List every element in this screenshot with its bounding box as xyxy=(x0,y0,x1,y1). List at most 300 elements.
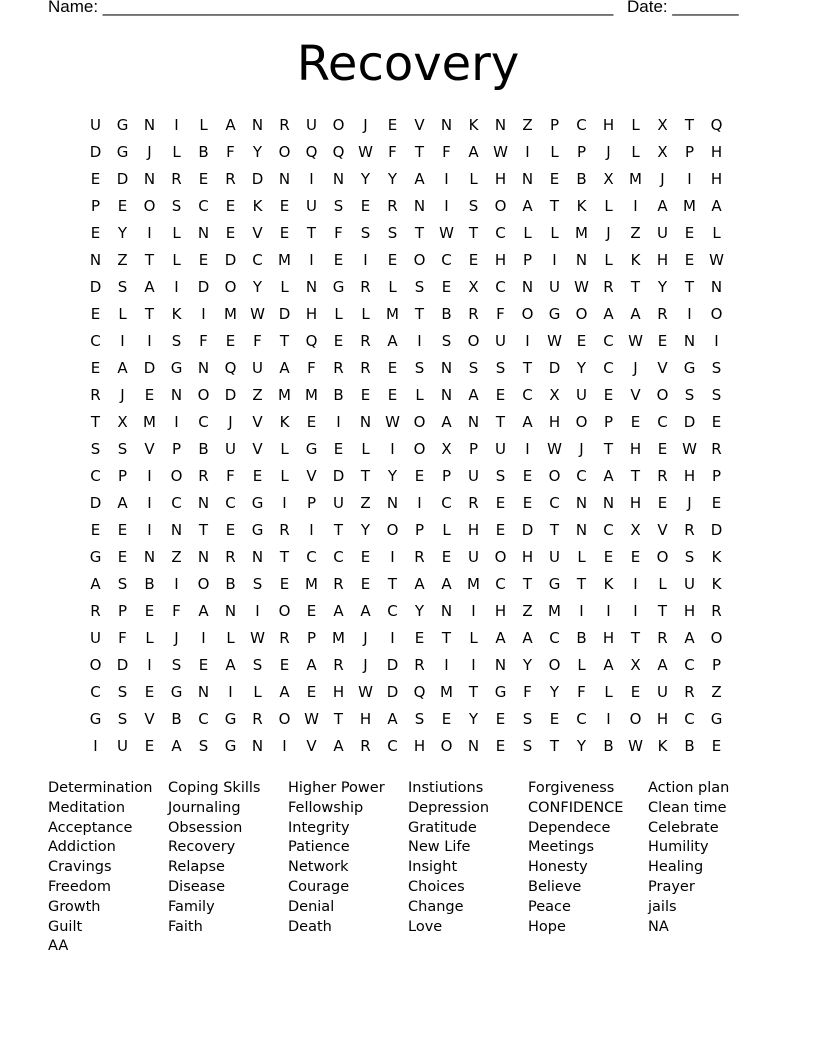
grid-letter: N xyxy=(197,494,210,512)
grid-letter: E xyxy=(360,197,371,215)
grid-letter: L xyxy=(577,548,586,566)
grid-letter: K xyxy=(657,737,668,755)
grid-letter: R xyxy=(711,602,722,620)
grid-letter: O xyxy=(629,710,642,728)
grid-letter: E xyxy=(576,332,587,350)
grid-letter: L xyxy=(172,224,181,242)
grid-letter: M xyxy=(278,251,291,269)
grid-letter: J xyxy=(660,170,665,188)
grid-letter: C xyxy=(441,494,452,512)
grid-letter: G xyxy=(116,143,129,161)
grid-letter: I xyxy=(579,602,584,620)
grid-letter: C xyxy=(495,224,506,242)
grid-letter: C xyxy=(90,683,101,701)
word-list-item: Recovery xyxy=(168,839,236,856)
grid-row xyxy=(82,382,730,409)
grid-letter: L xyxy=(253,683,262,701)
grid-letter: R xyxy=(225,548,236,566)
grid-letter: N xyxy=(278,170,291,188)
grid-letter: T xyxy=(279,332,290,350)
grid-letter: E xyxy=(549,170,560,188)
grid-letter: A xyxy=(225,116,236,134)
grid-letter: L xyxy=(280,467,289,485)
grid-letter: I xyxy=(525,440,530,458)
grid-letter: O xyxy=(413,251,426,269)
grid-letter: H xyxy=(332,683,345,701)
grid-letter: P xyxy=(414,521,425,539)
grid-letter: E xyxy=(198,170,209,188)
grid-letter: R xyxy=(360,332,371,350)
grid-letter: C xyxy=(198,413,209,431)
grid-letter: L xyxy=(550,224,559,242)
grid-letter: W xyxy=(358,143,373,161)
word-list-item: Obsession xyxy=(168,819,243,836)
grid-letter: T xyxy=(333,710,344,728)
grid-letter: Q xyxy=(413,683,426,701)
grid-letter: A xyxy=(522,413,533,431)
grid-letter: Y xyxy=(387,170,398,188)
grid-letter: E xyxy=(279,656,290,674)
grid-letter: A xyxy=(117,359,128,377)
grid-letter: G xyxy=(251,521,264,539)
grid-letter: V xyxy=(657,521,668,539)
grid-letter: U xyxy=(90,116,101,134)
grid-letter: R xyxy=(657,629,668,647)
grid-letter: T xyxy=(333,521,344,539)
grid-letter: Y xyxy=(576,359,587,377)
grid-letter: I xyxy=(147,494,152,512)
grid-letter: E xyxy=(360,386,371,404)
grid-letter: E xyxy=(144,386,155,404)
grid-letter: U xyxy=(468,467,479,485)
grid-letter: E xyxy=(657,332,668,350)
grid-letter: G xyxy=(116,116,129,134)
grid-letter: H xyxy=(305,305,318,323)
grid-letter: K xyxy=(603,575,614,593)
grid-letter: O xyxy=(548,656,561,674)
grid-letter: E xyxy=(630,683,641,701)
grid-letter: L xyxy=(550,143,559,161)
grid-letter: G xyxy=(305,440,318,458)
grid-letter: A xyxy=(144,278,155,296)
grid-letter: Q xyxy=(305,143,318,161)
grid-letter: I xyxy=(336,413,341,431)
grid-row xyxy=(82,274,730,301)
grid-letter: T xyxy=(630,629,641,647)
grid-letter: A xyxy=(414,575,425,593)
grid-letter: Q xyxy=(710,116,723,134)
grid-letter: O xyxy=(656,386,669,404)
grid-letter: E xyxy=(711,413,722,431)
grid-letter: C xyxy=(387,737,398,755)
grid-letter: I xyxy=(417,494,422,512)
grid-letter: S xyxy=(117,278,128,296)
grid-letter: C xyxy=(90,332,101,350)
grid-row xyxy=(82,436,730,463)
grid-letter: I xyxy=(363,251,368,269)
grid-letter: I xyxy=(471,602,476,620)
grid-letter: R xyxy=(387,197,398,215)
grid-letter: E xyxy=(225,521,236,539)
grid-letter: H xyxy=(710,143,723,161)
grid-letter: F xyxy=(253,332,262,350)
grid-letter: R xyxy=(333,575,344,593)
grid-letter: R xyxy=(171,170,182,188)
grid-letter: L xyxy=(469,170,478,188)
grid-letter: G xyxy=(224,737,237,755)
word-list-column xyxy=(528,779,648,957)
word-list-item: CONFIDENCE xyxy=(528,799,624,816)
grid-letter: D xyxy=(224,251,237,269)
grid-letter: A xyxy=(279,683,290,701)
grid-letter: A xyxy=(522,197,533,215)
grid-letter: J xyxy=(174,629,179,647)
grid-letter: I xyxy=(174,575,179,593)
grid-row xyxy=(82,463,730,490)
grid-letter: N xyxy=(575,494,588,512)
grid-letter: O xyxy=(386,521,399,539)
word-list-item: Death xyxy=(288,918,332,935)
grid-letter: E xyxy=(441,278,452,296)
grid-letter: S xyxy=(711,386,722,404)
grid-letter: E xyxy=(495,386,506,404)
grid-letter: E xyxy=(360,548,371,566)
grid-letter: G xyxy=(251,494,264,512)
grid-letter: B xyxy=(144,575,155,593)
grid-letter: C xyxy=(603,359,614,377)
grid-letter: E xyxy=(495,521,506,539)
word-list-item: Peace xyxy=(528,898,571,915)
grid-letter: N xyxy=(251,548,264,566)
grid-letter: W xyxy=(439,224,454,242)
grid-letter: X xyxy=(468,278,479,296)
grid-letter: U xyxy=(657,683,668,701)
grid-letter: A xyxy=(333,602,344,620)
grid-letter: C xyxy=(171,494,182,512)
grid-letter: N xyxy=(440,116,453,134)
grid-letter: G xyxy=(224,710,237,728)
grid-letter: H xyxy=(602,116,615,134)
word-list-item: Meetings xyxy=(528,839,595,856)
grid-letter: T xyxy=(684,278,695,296)
name-field-label[interactable]: Name: ______________________________________________________ xyxy=(48,0,614,16)
grid-letter: U xyxy=(549,548,560,566)
word-list-item: NA xyxy=(648,918,669,935)
word-list-item: Change xyxy=(408,898,464,915)
grid-letter: B xyxy=(225,575,236,593)
word-list-item: Cravings xyxy=(48,859,112,876)
grid-letter: A xyxy=(333,737,344,755)
grid-letter: P xyxy=(468,440,479,458)
grid-letter: M xyxy=(548,602,561,620)
grid-letter: S xyxy=(468,197,479,215)
grid-letter: K xyxy=(711,548,722,566)
grid-letter: O xyxy=(89,656,102,674)
grid-letter: A xyxy=(414,170,425,188)
grid-letter: E xyxy=(495,494,506,512)
grid-letter: C xyxy=(225,494,236,512)
grid-letter: D xyxy=(278,305,291,323)
grid-letter: T xyxy=(549,521,560,539)
grid-letter: C xyxy=(522,386,533,404)
grid-letter: O xyxy=(467,332,480,350)
grid-letter: R xyxy=(360,359,371,377)
grid-row xyxy=(82,490,730,517)
grid-letter: O xyxy=(224,278,237,296)
grid-letter: P xyxy=(522,251,533,269)
grid-letter: W xyxy=(250,629,265,647)
grid-row xyxy=(82,328,730,355)
grid-row xyxy=(82,139,730,166)
grid-letter: R xyxy=(468,494,479,512)
grid-letter: E xyxy=(225,332,236,350)
date-field-label[interactable]: Date: _______ xyxy=(627,0,739,16)
grid-letter: M xyxy=(278,386,291,404)
grid-letter: O xyxy=(170,467,183,485)
grid-letter: N xyxy=(251,116,264,134)
grid-letter: O xyxy=(710,629,723,647)
word-list-item: Celebrate xyxy=(648,819,719,836)
grid-letter: I xyxy=(147,332,152,350)
grid-letter: P xyxy=(684,143,695,161)
grid-letter: D xyxy=(116,170,129,188)
grid-letter: S xyxy=(387,224,398,242)
grid-letter: T xyxy=(522,359,533,377)
grid-letter: H xyxy=(359,710,372,728)
grid-letter: Y xyxy=(117,224,128,242)
grid-letter: Y xyxy=(549,683,560,701)
grid-letter: E xyxy=(198,251,209,269)
grid-letter: R xyxy=(198,467,209,485)
grid-letter: T xyxy=(441,629,452,647)
grid-letter: V xyxy=(144,440,155,458)
word-list-item: Integrity xyxy=(288,819,350,836)
grid-letter: H xyxy=(494,251,507,269)
grid-letter: A xyxy=(279,359,290,377)
grid-letter: I xyxy=(390,440,395,458)
grid-letter: M xyxy=(683,197,696,215)
grid-letter: A xyxy=(306,656,317,674)
grid-letter: T xyxy=(549,737,560,755)
grid-letter: S xyxy=(117,440,128,458)
grid-letter: S xyxy=(90,440,101,458)
grid-letter: E xyxy=(387,251,398,269)
grid-letter: S xyxy=(198,737,209,755)
grid-letter: Z xyxy=(360,494,371,512)
grid-letter: I xyxy=(606,710,611,728)
grid-letter: H xyxy=(656,710,669,728)
grid-letter: R xyxy=(333,656,344,674)
grid-letter: G xyxy=(89,710,102,728)
grid-letter: T xyxy=(630,278,641,296)
grid-letter: M xyxy=(224,305,237,323)
grid-letter: W xyxy=(709,251,724,269)
grid-letter: S xyxy=(252,575,263,593)
grid-letter: T xyxy=(684,116,695,134)
grid-letter: C xyxy=(441,251,452,269)
word-list-item: Believe xyxy=(528,878,582,895)
grid-letter: E xyxy=(117,548,128,566)
grid-letter: V xyxy=(657,359,668,377)
grid-letter: O xyxy=(494,548,507,566)
grid-letter: K xyxy=(468,116,479,134)
grid-letter: J xyxy=(687,494,692,512)
word-list-item: Relapse xyxy=(168,859,225,876)
word-list-item: Denial xyxy=(288,898,335,915)
grid-letter: F xyxy=(199,332,208,350)
grid-letter: H xyxy=(494,170,507,188)
grid-letter: E xyxy=(630,413,641,431)
grid-letter: T xyxy=(360,467,371,485)
grid-letter: B xyxy=(333,386,344,404)
grid-letter: J xyxy=(579,440,584,458)
grid-letter: G xyxy=(548,575,561,593)
word-list-item: Courage xyxy=(288,878,350,895)
grid-letter: A xyxy=(441,413,452,431)
grid-letter: L xyxy=(604,197,613,215)
grid-letter: H xyxy=(494,602,507,620)
grid-letter: I xyxy=(417,332,422,350)
grid-letter: U xyxy=(495,332,506,350)
grid-letter: I xyxy=(147,224,152,242)
grid-letter: L xyxy=(361,305,370,323)
grid-letter: E xyxy=(711,737,722,755)
grid-letter: M xyxy=(467,575,480,593)
grid-letter: E xyxy=(144,683,155,701)
grid-letter: I xyxy=(282,737,287,755)
grid-letter: I xyxy=(309,251,314,269)
grid-letter: N xyxy=(251,737,264,755)
grid-letter: I xyxy=(174,278,179,296)
grid-letter: S xyxy=(117,710,128,728)
word-list-column xyxy=(648,779,768,957)
grid-letter: J xyxy=(606,224,611,242)
grid-letter: T xyxy=(468,683,479,701)
grid-letter: T xyxy=(279,548,290,566)
grid-letter: R xyxy=(468,305,479,323)
grid-row xyxy=(82,112,730,139)
grid-row xyxy=(82,220,730,247)
word-list-item: Family xyxy=(168,898,215,915)
grid-letter: M xyxy=(305,386,318,404)
grid-letter: R xyxy=(414,548,425,566)
word-list-item: Coping Skills xyxy=(168,780,261,796)
grid-letter: N xyxy=(143,116,156,134)
grid-letter: O xyxy=(575,413,588,431)
grid-letter: B xyxy=(198,440,209,458)
word-list-item: Faith xyxy=(168,918,203,935)
grid-letter: B xyxy=(441,305,452,323)
grid-letter: U xyxy=(495,440,506,458)
grid-letter: T xyxy=(90,413,101,431)
grid-letter: I xyxy=(552,251,557,269)
grid-row xyxy=(82,733,730,760)
grid-letter: D xyxy=(224,386,237,404)
grid-letter: I xyxy=(633,602,638,620)
grid-letter: J xyxy=(606,143,611,161)
grid-letter: M xyxy=(386,305,399,323)
word-list-item: Network xyxy=(288,859,349,876)
grid-letter: E xyxy=(117,521,128,539)
grid-letter: R xyxy=(360,278,371,296)
grid-letter: S xyxy=(171,197,182,215)
grid-letter: L xyxy=(523,224,532,242)
grid-letter: J xyxy=(363,116,368,134)
grid-letter: Z xyxy=(117,251,128,269)
grid-letter: T xyxy=(144,305,155,323)
grid-letter: E xyxy=(333,332,344,350)
grid-letter: C xyxy=(198,710,209,728)
grid-letter: I xyxy=(714,332,719,350)
grid-letter: C xyxy=(252,251,263,269)
grid-letter: I xyxy=(309,170,314,188)
grid-letter: P xyxy=(576,143,587,161)
grid-letter: Y xyxy=(360,521,371,539)
grid-letter: E xyxy=(387,359,398,377)
header xyxy=(0,0,816,21)
grid-letter: N xyxy=(494,116,507,134)
grid-letter: Y xyxy=(522,656,533,674)
grid-letter: R xyxy=(225,170,236,188)
grid-letter: Y xyxy=(387,467,398,485)
grid-row xyxy=(82,355,730,382)
grid-letter: K xyxy=(171,305,182,323)
grid-letter: E xyxy=(711,494,722,512)
grid-letter: Y xyxy=(360,170,371,188)
grid-letter: L xyxy=(361,440,370,458)
grid-letter: I xyxy=(525,143,530,161)
grid-letter: N xyxy=(224,602,237,620)
grid-letter: R xyxy=(684,683,695,701)
grid-letter: I xyxy=(147,656,152,674)
grid-letter: V xyxy=(252,413,263,431)
grid-letter: H xyxy=(629,440,642,458)
grid-letter: D xyxy=(386,683,399,701)
grid-letter: U xyxy=(468,548,479,566)
grid-letter: C xyxy=(684,710,695,728)
grid-letter: J xyxy=(228,413,233,431)
grid-letter: I xyxy=(201,305,206,323)
word-list-item: Freedom xyxy=(48,878,111,895)
grid-letter: J xyxy=(120,386,125,404)
grid-letter: N xyxy=(494,656,507,674)
grid-letter: E xyxy=(279,575,290,593)
grid-letter: A xyxy=(603,305,614,323)
grid-letter: B xyxy=(198,143,209,161)
grid-letter: S xyxy=(495,467,506,485)
grid-letter: Z xyxy=(522,116,533,134)
grid-letter: N xyxy=(440,359,453,377)
grid-letter: E xyxy=(198,656,209,674)
grid-letter: E xyxy=(90,521,101,539)
grid-letter: D xyxy=(683,413,696,431)
grid-letter: S xyxy=(684,548,695,566)
grid-row xyxy=(82,625,730,652)
word-list-item: Journaling xyxy=(168,799,241,816)
word-list-column xyxy=(408,779,528,957)
grid-letter: E xyxy=(657,440,668,458)
word-search-grid xyxy=(82,112,730,760)
grid-letter: U xyxy=(684,575,695,593)
grid-letter: W xyxy=(493,143,508,161)
grid-row xyxy=(82,571,730,598)
grid-letter: S xyxy=(711,359,722,377)
grid-letter: A xyxy=(603,467,614,485)
grid-letter: T xyxy=(657,602,668,620)
grid-letter: E xyxy=(360,575,371,593)
grid-letter: S xyxy=(495,359,506,377)
grid-letter: I xyxy=(201,629,206,647)
